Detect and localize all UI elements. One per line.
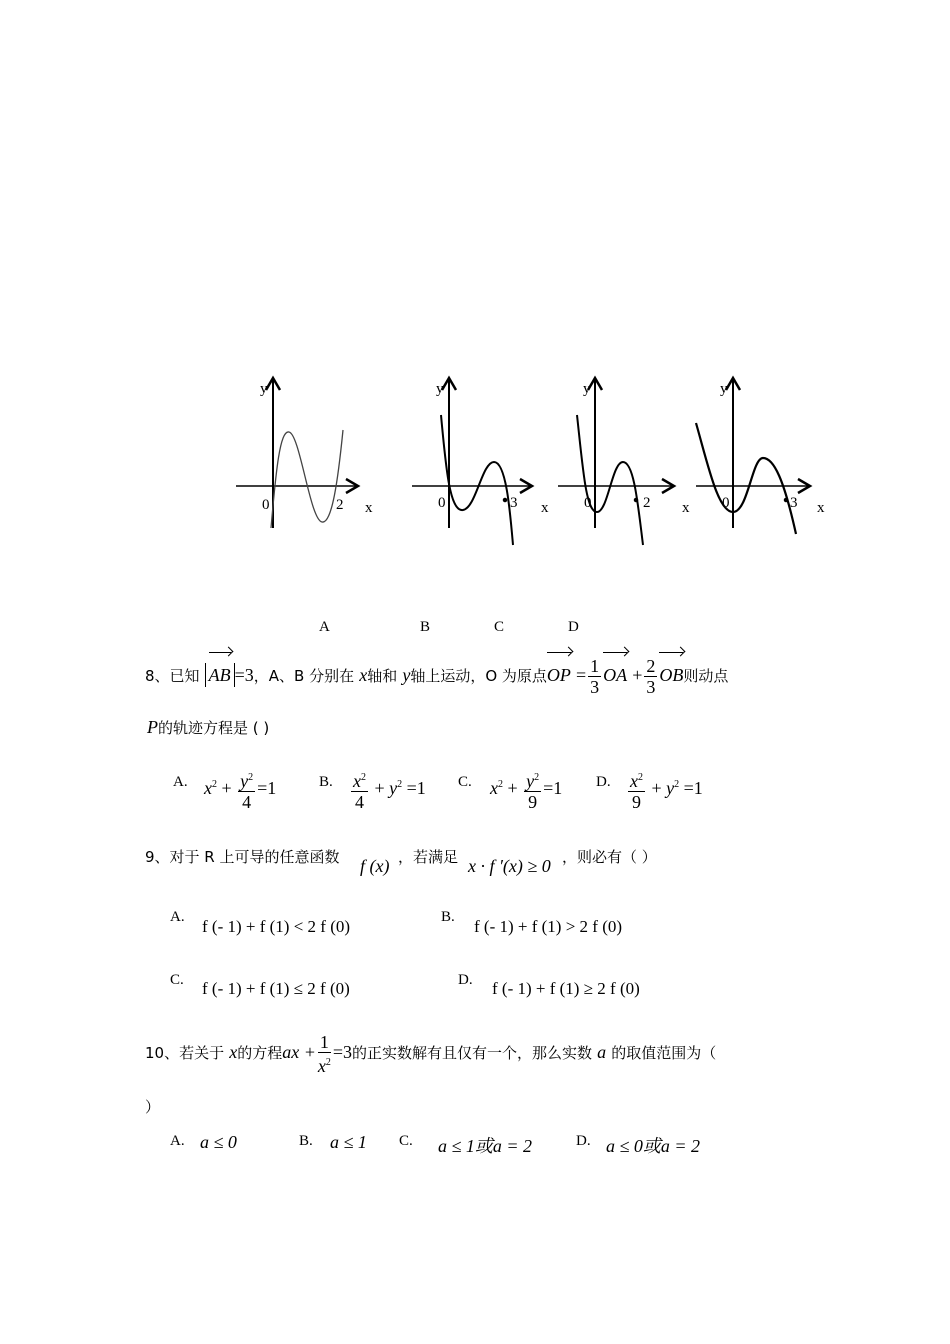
q9-option-d: f (- 1) + f (1) ≥ 2 f (0) <box>492 979 640 998</box>
q8-text-5: 的轨迹方程是 ( ) <box>158 719 270 737</box>
q8-fraction-2: $\frac{2}{3}$ <box>646 656 656 697</box>
q9-option-a-letter: A. <box>170 909 185 925</box>
q9-option-c: f (- 1) + f (1) ≤ 2 f (0) <box>202 979 350 998</box>
graph-1-origin: 0 <box>262 497 270 513</box>
q8-p-var: P <box>147 717 158 737</box>
graph-option-d: D <box>568 619 579 635</box>
q9-text-1: 9、对于 R 上可导的任意函数 <box>145 848 340 866</box>
q8-option-b-letter: B. <box>319 774 333 790</box>
q8-option-b: $\frac{x^2}{4}$ + $y^2 =1$ <box>349 768 426 812</box>
q10-a-var: a <box>597 1042 607 1062</box>
q10-option-c-letter: C. <box>399 1133 413 1149</box>
q10-x-var: x <box>229 1042 238 1062</box>
q9-fx: f (x) <box>360 856 390 876</box>
q8-line-1 <box>145 654 728 697</box>
graph-option-a: A <box>319 619 330 635</box>
graph-3-marker: 2 <box>643 495 651 511</box>
q10-ax: ax + <box>282 1042 316 1062</box>
q9-option-a: f (- 1) + f (1) < 2 f (0) <box>202 917 351 936</box>
q8-abs-ab <box>205 663 235 687</box>
q10-option-a-letter: A. <box>170 1133 185 1149</box>
q10-eq3: =3 <box>332 1042 352 1062</box>
q8-option-d: $\frac{x^2}{9}$ + $y^2 =1$ <box>626 768 703 812</box>
q10-text-3: 的正实数解有且仅有一个，那么实数 <box>352 1044 593 1062</box>
graph-2-y-label: y <box>436 381 444 397</box>
graph-2-x-label: x <box>541 500 549 516</box>
q8-option-d-letter: D. <box>596 774 611 790</box>
q8-option-a-letter: A. <box>173 774 188 790</box>
graph-option-c: C <box>494 619 505 635</box>
graph-2-marker: 3 <box>510 495 518 511</box>
q8-vector-ab: AB <box>209 654 231 696</box>
graph-4-x-label: x <box>817 500 825 516</box>
graph-2-origin: 0 <box>438 495 446 511</box>
q10-text-1: 10、若关于 <box>145 1044 225 1062</box>
graph-1-y-label: y <box>260 381 268 397</box>
q9-option-b-letter: B. <box>441 909 455 925</box>
q8-option-c: $x^2$ + $\frac{y^2}{9}$ =1 <box>490 768 562 812</box>
q10-option-b-letter: B. <box>299 1133 313 1149</box>
q8-number: 8、已知 <box>145 667 200 685</box>
q8-eq3: =3 <box>234 665 254 685</box>
q10-text-2: 的方程 <box>237 1044 283 1062</box>
q10-option-d-letter: D. <box>576 1133 591 1149</box>
graph-4-marker: 3 <box>790 495 798 511</box>
q9-text-3: ，则必有（ ） <box>562 848 657 866</box>
q9-option-b: f (- 1) + f (1) > 2 f (0) <box>474 917 623 936</box>
graph-3-x-label: x <box>682 500 690 516</box>
q10-close-paren: ） <box>145 1098 161 1116</box>
q8-text-3: 轴上运动，O 为原点 <box>410 667 547 685</box>
graph-4-origin: 0 <box>722 495 730 511</box>
graph-1-marker: 2 <box>336 497 344 513</box>
q8-vector-oa: OA <box>603 654 627 696</box>
q9-option-d-letter: D. <box>458 972 473 988</box>
q10-option-b: a ≤ 1 <box>330 1132 367 1152</box>
q8-text-1: ，A、B 分别在 <box>253 667 355 685</box>
q8-text-2: 轴和 <box>367 667 398 685</box>
graph-option-b: B <box>420 619 431 635</box>
q9-text-2: ，若满足 <box>398 848 459 866</box>
q8-plus: + <box>632 665 643 685</box>
q8-y-var: y <box>402 665 411 685</box>
q10-option-d: a ≤ 0或a = 2 <box>606 1136 701 1156</box>
q8-vector-ob: OB <box>659 654 683 696</box>
q8-fraction-1: $\frac{1}{3}$ <box>590 656 600 697</box>
q8-option-a: $x^2$ + $\frac{y^2}{4}$ =1 <box>204 768 276 812</box>
q10-line-1 <box>145 1030 716 1076</box>
q8-x-var: x <box>359 665 368 685</box>
q8-equals: = <box>576 665 587 685</box>
q10-fraction: $\frac{1}{x^2}$ <box>317 1031 331 1076</box>
graph-4-y-label: y <box>720 381 728 397</box>
q8-option-c-letter: C. <box>458 774 472 790</box>
q9-condition: x · f ′(x) ≥ 0 <box>468 856 551 876</box>
q8-vector-op: OP <box>547 654 571 696</box>
q10-option-c: a ≤ 1或a = 2 <box>438 1136 533 1156</box>
q8-line-2 <box>147 717 269 738</box>
graph-1-x-label: x <box>365 500 373 516</box>
graph-3-origin: 0 <box>584 495 592 511</box>
q8-text-4: 则动点 <box>683 667 729 685</box>
q9-option-c-letter: C. <box>170 972 184 988</box>
graph-3-y-label: y <box>583 381 591 397</box>
q10-text-4: 的取值范围为（ <box>611 1044 717 1062</box>
q10-option-a: a ≤ 0 <box>200 1132 237 1152</box>
